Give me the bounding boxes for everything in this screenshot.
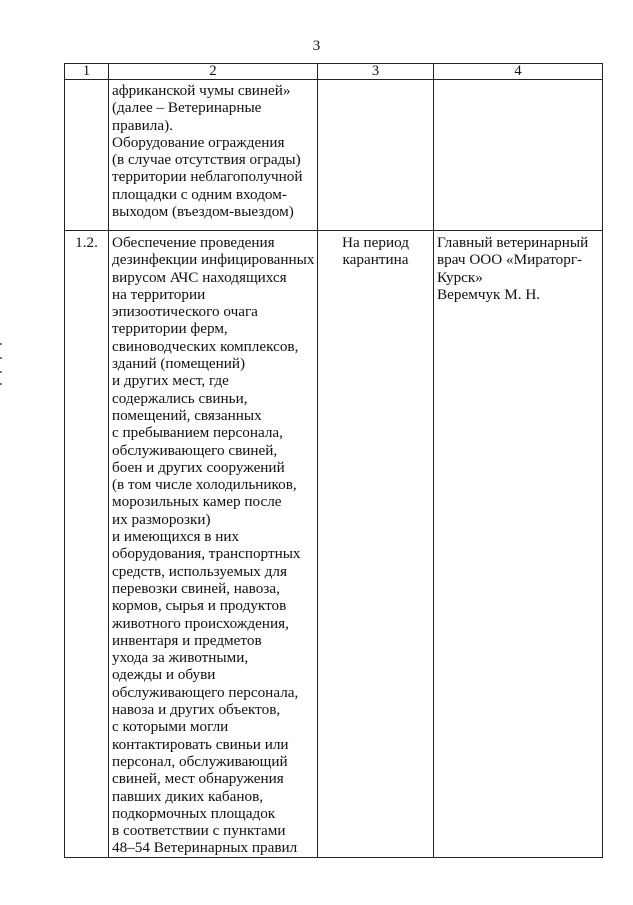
- text-line: вирусом АЧС находящихся: [112, 268, 287, 286]
- text-line: павших диких кабанов,: [112, 787, 264, 805]
- text-line: свиней, мест обнаружения: [112, 770, 284, 788]
- text-line: эпизоотического очага: [112, 303, 258, 321]
- text-line: Веремчук М. Н.: [437, 285, 541, 303]
- table-row: [65, 231, 603, 858]
- text-line: подкормочных площадок: [112, 804, 276, 822]
- margin-marks: [0, 343, 3, 388]
- row-number-cell: [65, 80, 109, 231]
- measures-table: [64, 63, 603, 858]
- text-line: с пребыванием персонала,: [112, 424, 283, 442]
- row-number-cell: 1.2.: [65, 231, 109, 858]
- responsible-cell: [434, 80, 603, 231]
- text-line: зданий (помещений): [112, 355, 246, 373]
- text-line: обслуживающего свиней,: [112, 441, 278, 459]
- period-cell: [318, 231, 434, 858]
- text-line: африканской чумы свиней»: [112, 82, 291, 99]
- text-line: одежды и обуви: [112, 666, 216, 684]
- text-line: Оборудование ограждения: [112, 133, 285, 151]
- text-line: На период: [342, 234, 409, 251]
- responsible-cell: [434, 231, 603, 858]
- measure-description-cell: [109, 231, 318, 858]
- text-line: содержались свиньи,: [112, 389, 248, 407]
- text-line: свиноводческих комплексов,: [112, 337, 299, 355]
- text-line: боен и других сооружений: [112, 458, 285, 476]
- column-header: 2: [109, 64, 318, 80]
- table-row: [65, 80, 603, 231]
- text-line: и других мест, где: [112, 372, 229, 390]
- text-line: обслуживающего персонала,: [112, 683, 299, 701]
- text-line: перевозки свиней, навоза,: [112, 579, 280, 597]
- text-line: на территории: [112, 285, 206, 303]
- text-line: (далее – Ветеринарные: [112, 99, 262, 117]
- text-line: кормов, сырья и продуктов: [112, 597, 287, 615]
- text-line: дезинфекции инфицированных: [112, 251, 315, 269]
- text-line: карантина: [342, 251, 409, 269]
- text-line: контактировать свиньи или: [112, 735, 289, 753]
- text-line: 48–54 Ветеринарных правил: [112, 839, 298, 857]
- text-line: навоза и других объектов,: [112, 701, 281, 719]
- measure-description-cell: [109, 80, 318, 231]
- column-header: 4: [434, 64, 603, 80]
- text-line: персонал, обслуживающий: [112, 752, 288, 770]
- text-line: территории ферм,: [112, 320, 228, 338]
- text-line: территории неблагополучной: [112, 168, 303, 186]
- column-header: 1: [65, 64, 109, 80]
- text-line: Обеспечение проведения: [112, 234, 275, 251]
- text-line: помещений, связанных: [112, 406, 262, 424]
- text-line: правила).: [112, 116, 173, 134]
- text-line: Курск»: [437, 268, 483, 286]
- text-line: в соответствии с пунктами: [112, 822, 286, 840]
- table-header-row: [65, 64, 603, 80]
- text-line: Главный ветеринарный: [437, 234, 589, 251]
- text-line: морозильных камер после: [112, 493, 282, 511]
- page-number: 3: [312, 38, 321, 54]
- column-header: 3: [318, 64, 434, 80]
- text-line: их разморозки): [112, 510, 211, 528]
- text-line: и имеющихся в них: [112, 528, 240, 546]
- text-line: площадки с одним входом-: [112, 185, 287, 203]
- text-line: выходом (въездом-выездом): [112, 203, 294, 221]
- text-line: с которыми могли: [112, 718, 229, 736]
- text-line: средств, используемых для: [112, 562, 287, 580]
- text-line: врач ООО «Мираторг-: [437, 251, 583, 269]
- text-line: животного происхождения,: [112, 614, 289, 632]
- text-line: (в случае отсутствия ограды): [112, 151, 301, 169]
- text-line: (в том числе холодильников,: [112, 476, 297, 494]
- period-cell: [318, 80, 434, 231]
- text-line: инвентаря и предметов: [112, 631, 262, 649]
- text-line: оборудования, транспортных: [112, 545, 301, 563]
- text-line: ухода за животными,: [112, 649, 249, 667]
